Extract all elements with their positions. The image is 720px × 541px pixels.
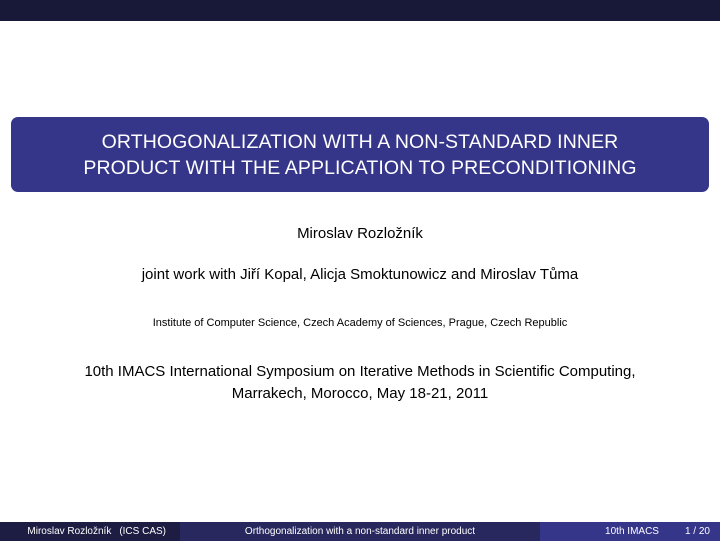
conference-line-2: Marrakech, Morocco, May 18-21, 2011 <box>231 385 489 402</box>
footer-title-section <box>180 522 540 541</box>
title-box <box>11 117 709 192</box>
header-bar <box>0 0 720 21</box>
footer-event: 10th IMACS <box>605 526 659 537</box>
title-line-2: PRODUCT WITH THE APPLICATION TO PRECONDITIONING <box>83 156 637 179</box>
conference-line-1: 10th IMACS International Symposium on Iterative Methods in Scientific Computing, <box>84 363 636 380</box>
author-name: Miroslav Rozložník <box>297 225 423 242</box>
slide-title <box>83 129 636 181</box>
conference-info <box>0 361 720 405</box>
footer-author-name: Miroslav Rozložník <box>27 526 112 537</box>
footer-author-section <box>0 522 180 541</box>
footer-affiliation: (ICS CAS) <box>119 526 166 537</box>
footer-event-section <box>540 522 720 541</box>
title-line-1: ORTHOGONALIZATION WITH A NON-STANDARD INNER <box>101 130 619 153</box>
footer-short-title: Orthogonalization with a non-standard inner product <box>244 526 476 537</box>
page-number: 1 / 20 <box>684 526 710 537</box>
institute-text: Institute of Computer Science, Czech Academy of Sciences, Prague, Czech Republic <box>152 317 568 329</box>
footer-bar <box>0 522 720 541</box>
joint-work-text: joint work with Jiří Kopal, Alicja Smoktunowicz and Miroslav Tůma <box>141 266 579 283</box>
